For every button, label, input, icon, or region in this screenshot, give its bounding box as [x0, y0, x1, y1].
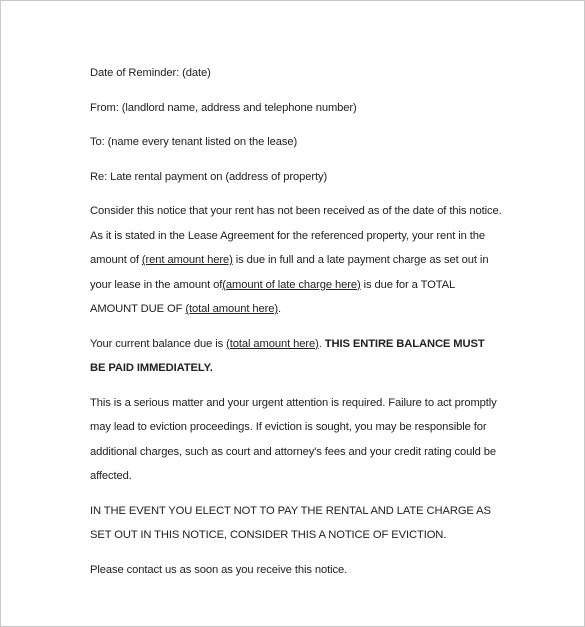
- paragraph-serious-matter: [90, 391, 510, 489]
- paragraph-notice: [90, 199, 510, 322]
- paragraph-line: affected.: [90, 470, 132, 482]
- bold-warning: BE PAID IMMEDIATELY.: [90, 362, 213, 374]
- total-amount-placeholder: (total amount here): [226, 337, 319, 350]
- total-amount-placeholder: (total amount here): [185, 303, 278, 315]
- text-segment: Your current balance due is: [90, 337, 227, 350]
- paragraph-line: additional charges, such as court and attorney's fees and your credit rating could be: [90, 445, 496, 458]
- paragraph-eviction-notice: [90, 499, 510, 548]
- paragraph-line: IN THE EVENT YOU ELECT NOT TO PAY THE RENTAL AND LATE CHARGE AS: [90, 504, 491, 517]
- paragraph-line: This is a serious matter and your urgent attention is required. Failure to act promptly: [90, 396, 497, 409]
- date-line: Date of Reminder: (date): [90, 67, 211, 79]
- paragraph-line: [90, 297, 510, 322]
- text-segment: your lease in the amount of: [90, 278, 223, 291]
- text-segment: AMOUNT DUE OF: [90, 303, 186, 315]
- paragraph-line: As it is stated in the Lease Agreement for the referenced property, your rent in the: [90, 229, 485, 242]
- paragraph-line: [90, 273, 510, 298]
- paragraph-line: SET OUT IN THIS NOTICE, CONSIDER THIS A NOTICE OF EVICTION.: [90, 529, 447, 541]
- paragraph-line: [90, 332, 510, 357]
- text-segment: .: [318, 337, 325, 350]
- paragraph-balance: [90, 332, 510, 381]
- text-segment: .: [277, 303, 281, 315]
- letter-body: [90, 61, 510, 582]
- rent-amount-placeholder: (rent amount here): [141, 254, 233, 266]
- paragraph-line: [90, 248, 510, 273]
- bold-warning: THIS ENTIRE BALANCE MUST: [324, 337, 485, 350]
- paragraph-line: may lead to eviction proceedings. If eviction is sought, you may be responsible for: [90, 421, 487, 433]
- paragraph-line: Consider this notice that your rent has not been received as of the date of this notice.: [90, 205, 502, 217]
- closing-line: Please contact us as soon as you receive this notice.: [90, 563, 348, 576]
- to-line: To: (name every tenant listed on the lease): [90, 136, 298, 148]
- late-charge-placeholder: (amount of late charge here): [222, 278, 361, 291]
- text-segment: amount of: [90, 254, 142, 266]
- text-segment: is due in full and a late payment charge as set out in: [232, 254, 489, 266]
- text-segment: is due for a TOTAL: [360, 278, 456, 291]
- from-line: From: (landlord name, address and telephone number): [90, 101, 357, 114]
- re-line: Re: Late rental payment on (address of property): [90, 170, 328, 183]
